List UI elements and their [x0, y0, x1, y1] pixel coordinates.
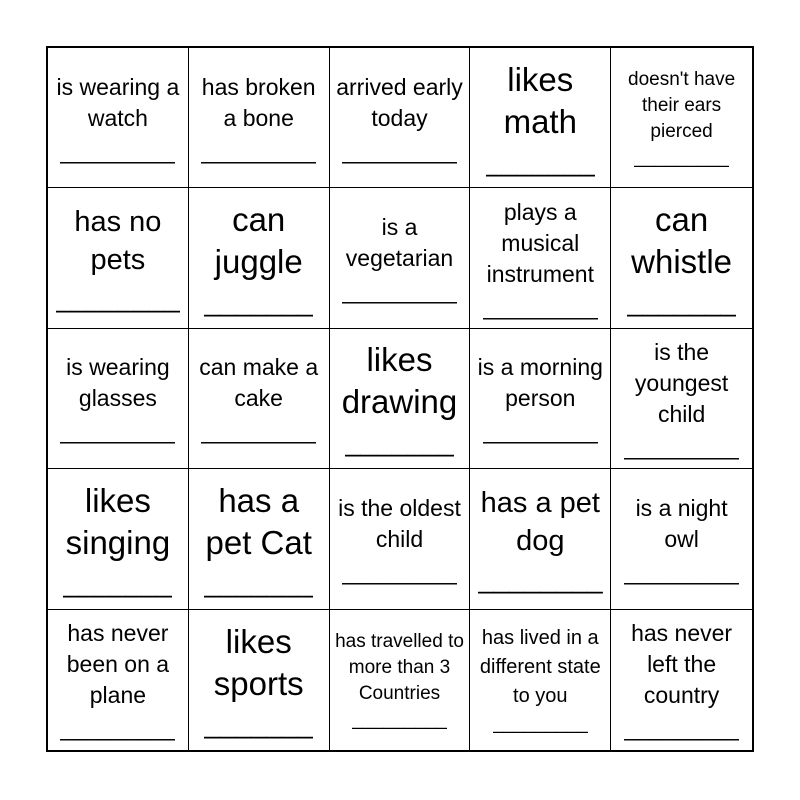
cell-text: can make a cake	[199, 354, 319, 412]
cell-text: has a pet Cat	[205, 481, 312, 561]
bingo-cell[interactable]	[330, 188, 471, 328]
bingo-cell[interactable]	[330, 329, 471, 469]
cell-text: plays a musical instrument	[486, 198, 594, 287]
bingo-cell[interactable]	[330, 48, 471, 188]
signature-line: _________	[341, 278, 458, 305]
cell-text: has never been on a plane	[66, 620, 170, 709]
bingo-cell[interactable]	[189, 48, 330, 188]
signature-line: _________	[60, 715, 176, 742]
signature-line: _________	[60, 418, 176, 445]
cell-text: has broken a bone	[201, 73, 316, 131]
signature-line: _________	[492, 713, 588, 735]
bingo-cell[interactable]	[189, 610, 330, 750]
bingo-cell[interactable]	[48, 469, 189, 609]
bingo-cell[interactable]	[189, 469, 330, 609]
signature-line: _______	[485, 146, 595, 177]
signature-line: _________	[201, 137, 317, 164]
bingo-cell[interactable]	[330, 469, 471, 609]
bingo-cell[interactable]	[48, 48, 189, 188]
bingo-cell[interactable]	[470, 469, 611, 609]
signature-line: _______	[204, 567, 314, 598]
cell-text: is the youngest child	[634, 338, 729, 427]
bingo-cell[interactable]	[470, 610, 611, 750]
bingo-cell[interactable]	[611, 469, 752, 609]
cell-text: can juggle	[214, 201, 303, 281]
bingo-cell[interactable]	[470, 188, 611, 328]
cell-text: is wearing glasses	[66, 354, 170, 412]
signature-line: _________	[624, 715, 740, 742]
cell-text: likes drawing	[341, 341, 458, 421]
cell-text: has no pets	[74, 206, 162, 277]
cell-text: is the oldest child	[338, 494, 461, 552]
signature-line: _______	[344, 427, 454, 458]
signature-line: _________	[341, 137, 458, 164]
signature-line: _________	[60, 137, 176, 164]
cell-text: can whistle	[631, 201, 733, 281]
cell-text: doesn't have their ears pierced	[628, 68, 736, 142]
cell-text: likes math	[503, 60, 577, 140]
cell-text: has lived in a different state to you	[479, 627, 601, 708]
signature-line: _______	[627, 287, 737, 318]
bingo-cell[interactable]	[470, 48, 611, 188]
bingo-cell[interactable]	[48, 188, 189, 328]
signature-line: ________	[478, 563, 603, 594]
cell-text: has never left the country	[631, 620, 733, 709]
cell-text: is a night owl	[635, 494, 728, 552]
signature-line: _______	[204, 287, 314, 318]
cell-text: is a morning person	[477, 354, 603, 412]
signature-line: ________	[55, 283, 181, 314]
signature-line: _________	[351, 708, 448, 730]
signature-line: _________	[624, 433, 740, 460]
bingo-cell[interactable]	[330, 610, 471, 750]
bingo-cell[interactable]	[611, 188, 752, 328]
cell-text: likes singing	[65, 481, 171, 561]
bingo-cell[interactable]	[470, 329, 611, 469]
bingo-cell[interactable]	[189, 329, 330, 469]
cell-text: is a vegetarian	[345, 214, 454, 272]
signature-line: _______	[204, 708, 314, 739]
signature-line: _________	[341, 558, 458, 585]
signature-line: _________	[624, 558, 740, 585]
signature-line: _________	[201, 418, 317, 445]
cell-text: likes sports	[213, 622, 304, 702]
cell-text: is wearing a watch	[56, 73, 180, 131]
signature-line: _________	[634, 146, 730, 168]
signature-line: _________	[482, 418, 598, 445]
cell-text: arrived early today	[336, 73, 463, 131]
cell-text: has travelled to more than 3 Countries	[335, 630, 464, 704]
bingo-cell[interactable]	[189, 188, 330, 328]
bingo-card	[46, 46, 754, 752]
signature-line: _______	[63, 567, 173, 598]
bingo-cell[interactable]	[611, 48, 752, 188]
bingo-cell[interactable]	[611, 610, 752, 750]
cell-text: has a pet dog	[480, 486, 600, 557]
bingo-cell[interactable]	[48, 610, 189, 750]
bingo-cell[interactable]	[48, 329, 189, 469]
signature-line: _________	[482, 293, 598, 320]
bingo-cell[interactable]	[611, 329, 752, 469]
